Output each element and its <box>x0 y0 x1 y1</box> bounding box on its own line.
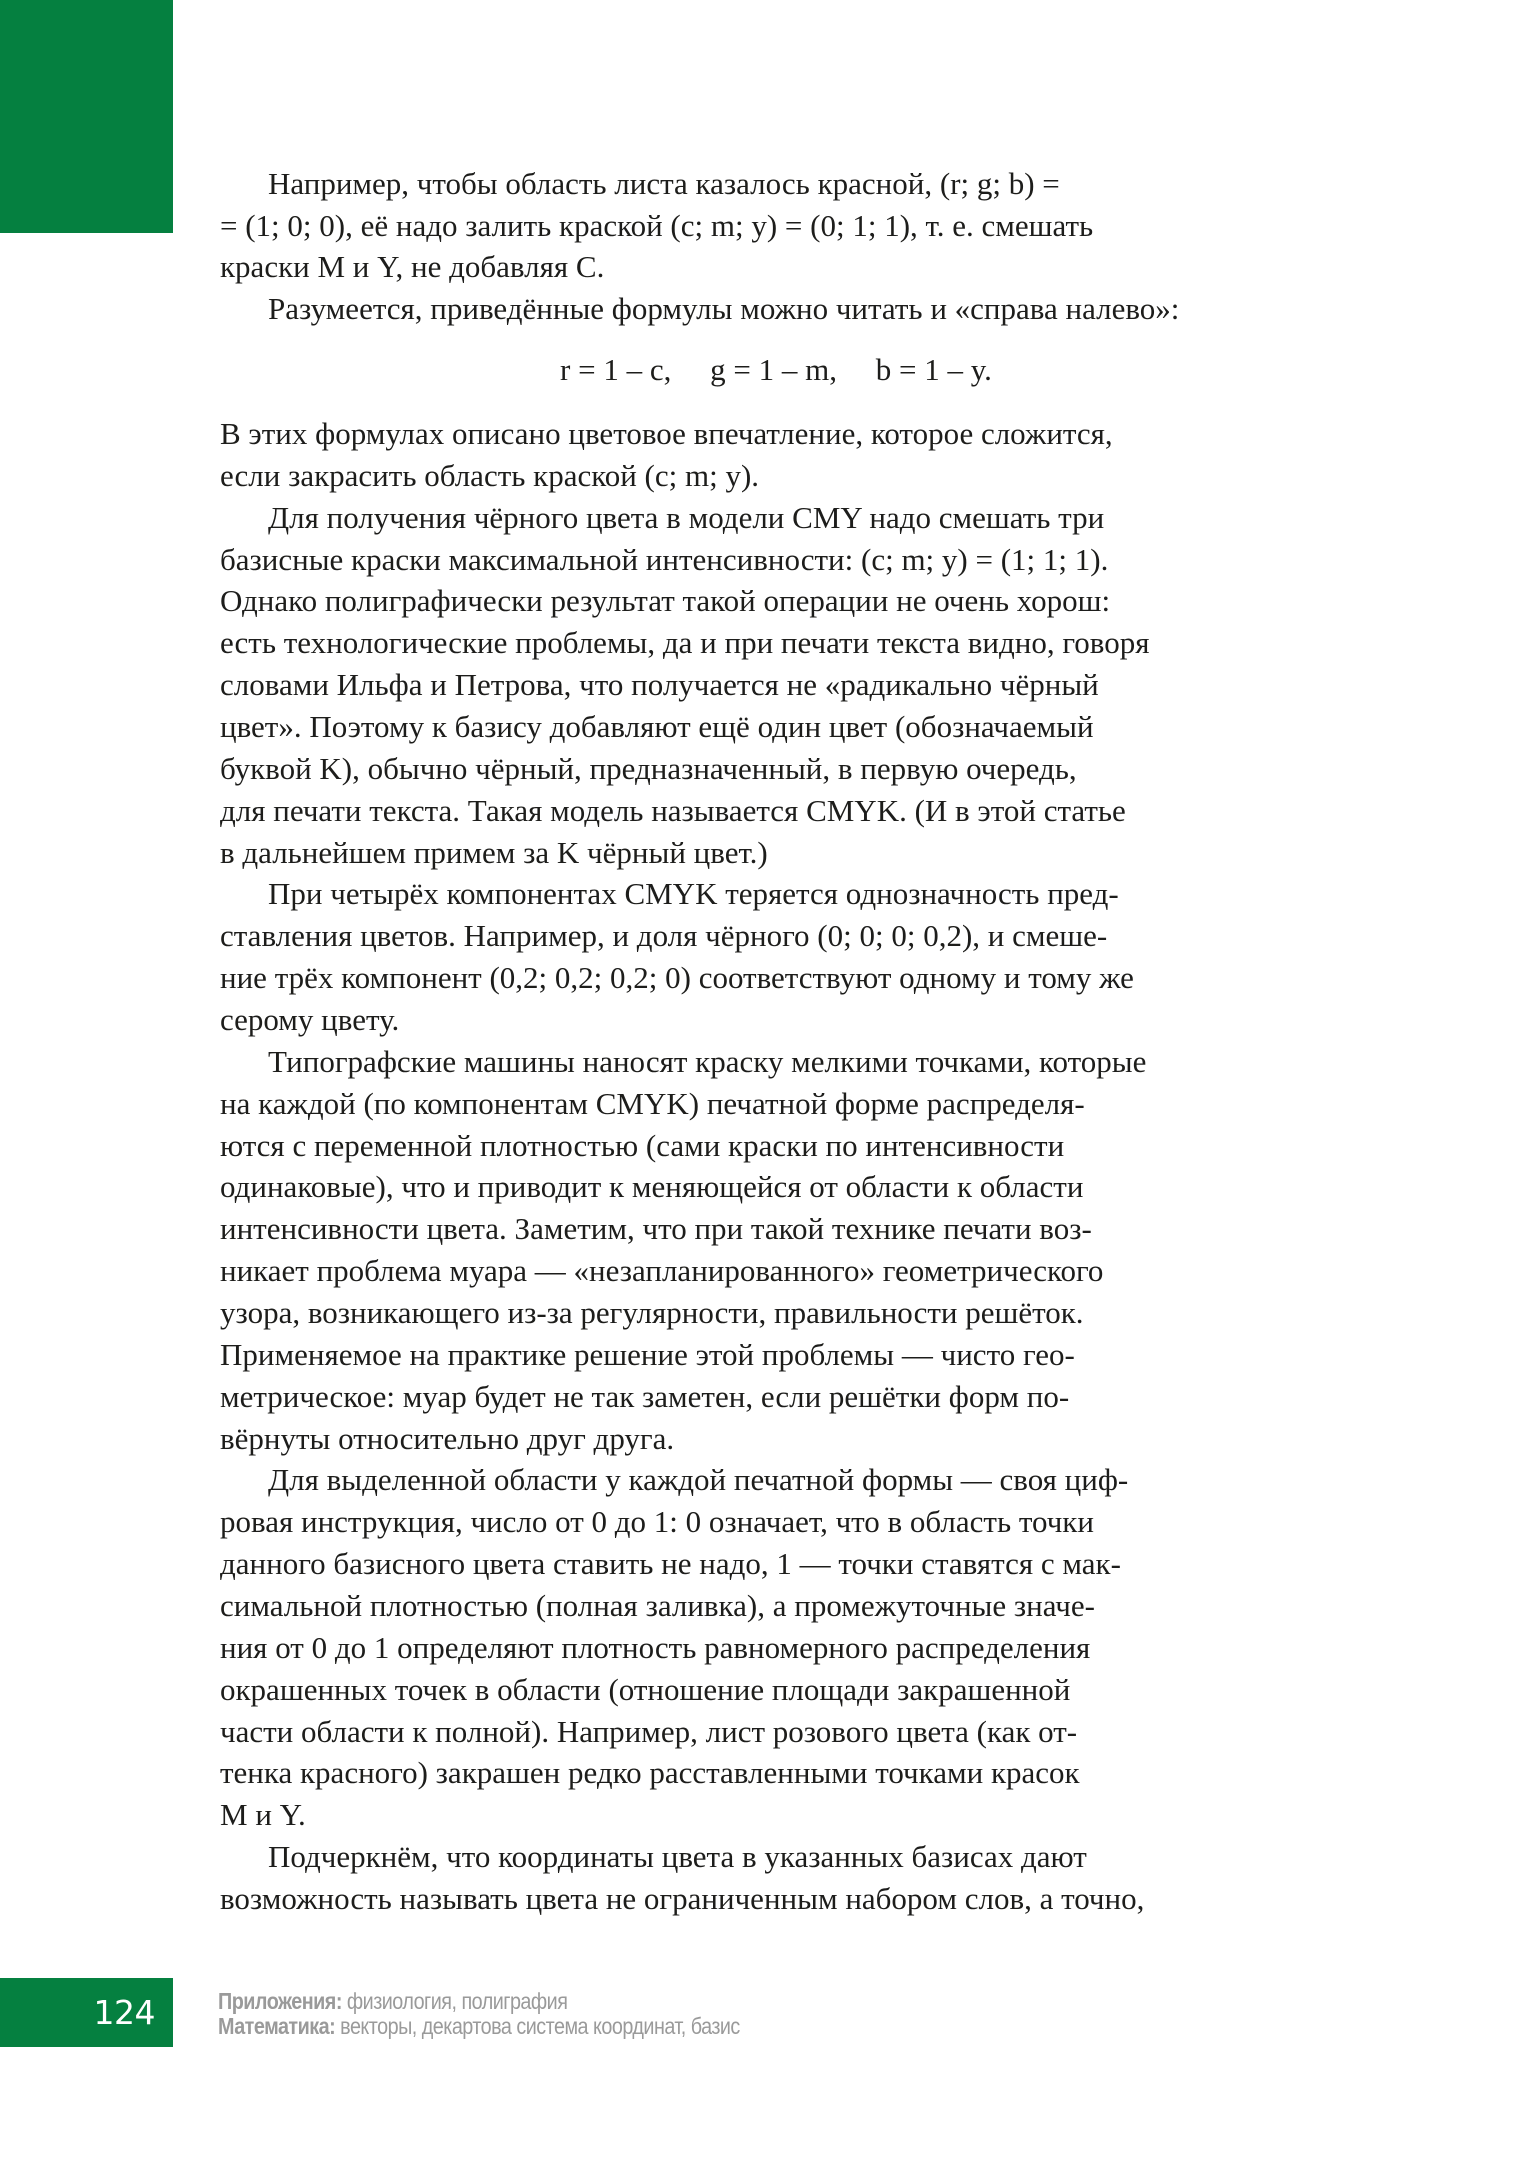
text-line: При четырёх компонентах CMYK теряется однозначность пред- <box>268 876 1119 911</box>
page-number: 124 <box>93 1993 155 2032</box>
footer-applications-label: Приложения: <box>218 1988 342 2014</box>
text-line: есть технологические проблемы, да и при печати текста видно, говоря <box>220 625 1150 660</box>
text-line: никает проблема муара — «незапланированного» геометрического <box>220 1253 1104 1288</box>
text-line: одинаковые), что и приводит к меняющейся от области к области <box>220 1169 1084 1204</box>
text-line: в дальнейшем примем за K чёрный цвет.) <box>220 835 768 870</box>
footer-math-label: Математика: <box>218 2013 336 2039</box>
text-line: интенсивности цвета. Заметим, что при такой технике печати воз- <box>220 1211 1092 1246</box>
text-line: для печати текста. Такая модель называется CMYK. (И в этой статье <box>220 793 1126 828</box>
text-line: В этих формулах описано цветовое впечатление, которое сложится, <box>220 416 1113 451</box>
footer-math-row <box>218 2014 740 2039</box>
text-line: узора, возникающего из-за регулярности, правильности решёток. <box>220 1295 1084 1330</box>
text-line: Подчеркнём, что координаты цвета в указанных базисах дают <box>268 1839 1087 1874</box>
text-line: Для выделенной области у каждой печатной формы — своя циф- <box>268 1462 1129 1497</box>
text-line: Например, чтобы область листа казалось красной, (r; g; b) = <box>268 166 1060 201</box>
text-line: тенка красного) закрашен редко расставленными точками красок <box>220 1755 1080 1790</box>
text-line: симальной плотностью (полная заливка), а промежуточные значе- <box>220 1588 1095 1623</box>
text-line: ются с переменной плотностью (сами краски по интенсивности <box>220 1128 1065 1163</box>
text-line: Применяемое на практике решение этой проблемы — чисто гео- <box>220 1337 1075 1372</box>
footer-applications-row <box>218 1989 740 2014</box>
text-line: части области к полной). Например, лист розового цвета (как от- <box>220 1714 1078 1749</box>
text-line: ние трёх компонент (0,2; 0,2; 0,2; 0) соответствуют одному и тому же <box>220 960 1134 995</box>
text-line: словами Ильфа и Петрова, что получается не «радикально чёрный <box>220 667 1099 702</box>
text-line: M и Y. <box>220 1797 306 1832</box>
footer-topics <box>218 1989 825 2039</box>
text-line: ставления цветов. Например, и доля чёрного (0; 0; 0; 0,2), и смеше- <box>220 918 1108 953</box>
text-line: если закрасить область краской (c; m; y). <box>220 458 760 493</box>
text-line: ния от 0 до 1 определяют плотность равномерного распределения <box>220 1630 1091 1665</box>
page-number-box <box>0 1978 173 2047</box>
text-line: цвет». Поэтому к базису добавляют ещё один цвет (обозначаемый <box>220 709 1094 744</box>
text-line: буквой K), обычно чёрный, предназначенный, в первую очередь, <box>220 751 1077 786</box>
text-line: вёрнуты относительно друг друга. <box>220 1421 675 1456</box>
text-line: серому цвету. <box>220 1002 400 1037</box>
text-line: Разумеется, приведённые формулы можно читать и «справа налево»: <box>268 291 1180 326</box>
formula-line: r = 1 – c, g = 1 – m, b = 1 – y. <box>560 352 992 387</box>
text-line: базисные краски максимальной интенсивности: (c; m; y) = (1; 1; 1). <box>220 542 1109 577</box>
text-line: = (1; 0; 0), её надо залить краской (c; m; y) = (0; 1; 1), т. е. смешать <box>220 208 1094 243</box>
text-line: окрашенных точек в области (отношение площади закрашенной <box>220 1672 1071 1707</box>
text-line: краски M и Y, не добавляя C. <box>220 249 605 284</box>
text-line: Для получения чёрного цвета в модели CMY надо смешать три <box>268 500 1105 535</box>
text-line: ровая инструкция, число от 0 до 1: 0 означает, что в область точки <box>220 1504 1094 1539</box>
footer-math-value: векторы, декартова система координат, базис <box>335 2013 740 2039</box>
text-line: данного базисного цвета ставить не надо, 1 — точки ставятся с мак- <box>220 1546 1121 1581</box>
text-line: Типографские машины наносят краску мелкими точками, которые <box>268 1044 1147 1079</box>
text-line: на каждой (по компонентам CMYK) печатной форме распределя- <box>220 1086 1085 1121</box>
footer-applications-value: физиология, полиграфия <box>341 1988 568 2014</box>
text-line: возможность называть цвета не ограниченным набором слов, а точно, <box>220 1881 1145 1916</box>
text-line: Однако полиграфически результат такой операции не очень хорош: <box>220 583 1111 618</box>
text-line: метрическое: муар будет не так заметен, если решётки форм по- <box>220 1379 1070 1414</box>
